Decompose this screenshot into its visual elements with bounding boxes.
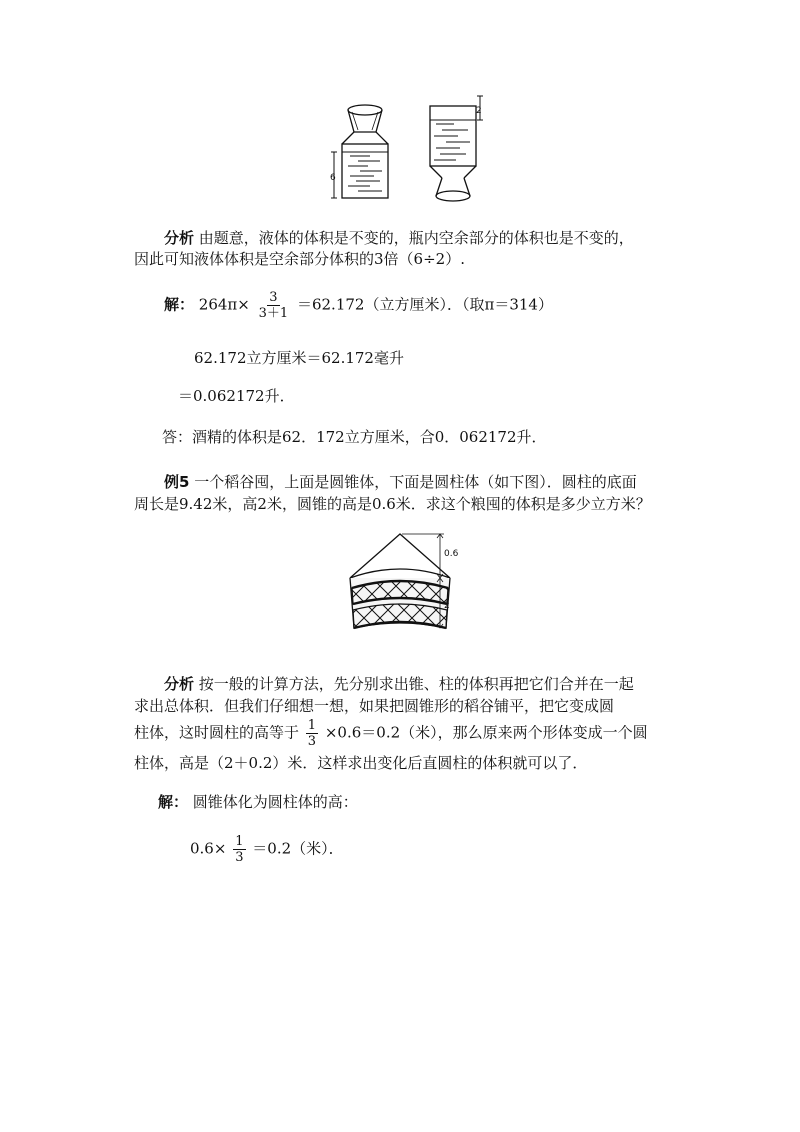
- analysis-label: 分析: [164, 229, 195, 247]
- analysis-2-line-3-post: ×0.6＝0.2（米），那么原来两个形体变成一个圆: [324, 723, 648, 742]
- analysis-2-line-4: 柱体，高是（2＋0.2）米．这样求出变化后直圆柱的体积就可以了．: [134, 754, 588, 772]
- analysis-line-1: 由题意，液体的体积是不变的，瓶内空余部分的体积也是不变的，: [198, 229, 634, 247]
- cone-height-label: 0.6: [444, 549, 459, 559]
- left-dimension-label: 6: [330, 173, 336, 183]
- analysis-line-2: 因此可知液体体积是空余部分体积的3倍（6÷2）.: [134, 250, 465, 268]
- solution-2-heading: [158, 792, 358, 812]
- right-dimension-label: 2: [476, 106, 482, 116]
- example-5-line-1: [164, 472, 637, 492]
- solution-1-line-3: ＝0.062172升．: [178, 387, 295, 405]
- analysis-2-fraction: [306, 718, 318, 749]
- solution-1-line-2: 62.172立方厘米＝62.172毫升: [194, 349, 404, 367]
- solution-1-fraction: [257, 290, 291, 321]
- analysis-2-line-3-pre: 柱体，这时圆柱的高等于: [134, 723, 300, 742]
- fraction-numerator: 1: [235, 834, 244, 849]
- example-5-label: 例5: [164, 473, 190, 491]
- granary-figure: [340, 530, 480, 642]
- left-bottle-mouth: [348, 105, 382, 115]
- solution-1-post: ＝62.172（立方厘米）．（取π＝314）: [296, 295, 553, 314]
- granary-cone: [350, 534, 450, 578]
- analysis-paragraph-1: [164, 228, 634, 248]
- solution-1-equation: [164, 290, 553, 321]
- analysis-2-label: 分析: [164, 675, 195, 693]
- analysis-2-line-1: 按一般的计算方法，先分别求出锥、柱的体积再把它们合并在一起: [198, 675, 634, 693]
- fraction-denominator: 3: [235, 850, 244, 865]
- left-bottle-liquid: [348, 156, 382, 191]
- analysis-2-line-2: 求出总体积．但我们仔细想一想，如果把圆锥形的稻谷铺平，把它变成圆: [134, 697, 615, 715]
- right-bottle-liquid: [434, 124, 470, 160]
- solution-label: 解：: [164, 295, 195, 314]
- solution-2-equation: [190, 834, 344, 865]
- solution-1-pre: 264π×: [198, 295, 250, 314]
- bottles-figure: [330, 94, 490, 204]
- solution-2-label: 解：: [158, 793, 189, 811]
- fraction-denominator: 3＋1: [258, 306, 289, 321]
- cylinder-height-label: 2: [444, 601, 450, 611]
- solution-2-pre: 0.6×: [190, 839, 227, 858]
- analysis-paragraph-2: [164, 674, 634, 694]
- example-5-line-2: 周长是9.42米，高2米，圆锥的高是0.6米．求这个粮囤的体积是多少立方米？: [134, 495, 651, 513]
- fraction-numerator: 3: [269, 290, 278, 305]
- right-bottle-funnel: [436, 178, 470, 196]
- fraction-denominator: 3: [307, 734, 317, 749]
- fraction-numerator: 1: [307, 718, 317, 733]
- solution-2-fraction: [233, 834, 245, 865]
- example-5-text-1: 一个稻谷囤，上面是圆锥体，下面是圆柱体（如下图）．圆柱的底面: [194, 473, 637, 491]
- analysis-2-line-3: [134, 718, 648, 749]
- solution-2-text: 圆锥体化为圆柱体的高：: [192, 793, 358, 811]
- answer-1: 答：酒精的体积是62．172立方厘米，合0．062172升．: [162, 428, 547, 446]
- solution-2-post: ＝0.2（米）．: [252, 839, 344, 858]
- right-bottle-mouth: [436, 191, 470, 201]
